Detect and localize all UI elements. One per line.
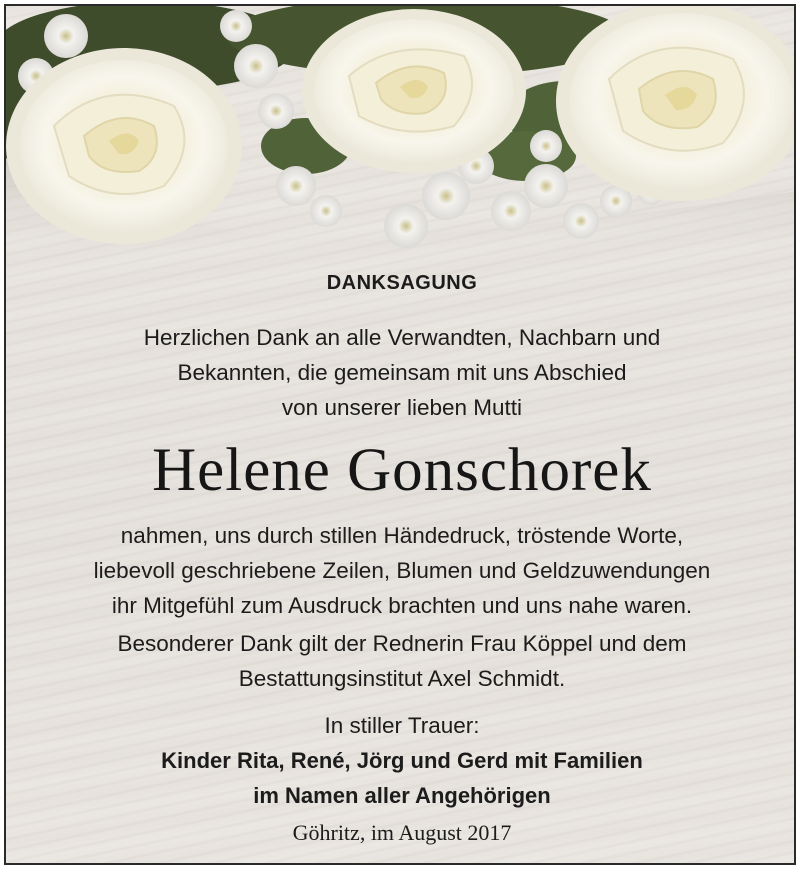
signers [6,743,796,813]
rose-right [556,6,796,201]
obituary-card [4,4,796,865]
intro-line: Bekannten, die gemeinsam mit uns Abschied [177,360,627,385]
notice-heading: DANKSAGUNG [326,272,478,294]
special-thanks-line: Besonderer Dank gilt der Rednerin Frau Köppel und dem [117,631,687,656]
body-line: nahmen, uns durch stillen Händedruck, tröstende Worte, [120,523,684,548]
intro-line: von unserer lieben Mutti [281,395,523,420]
body-line: liebevoll geschriebene Zeilen, Blumen und Geldzuwendungen [93,558,711,583]
signer-line: Kinder Rita, René, Jörg und Gerd mit Familien [161,748,643,773]
rose-left [6,48,242,244]
intro-line: Herzlichen Dank an alle Verwandten, Nachbarn und [143,325,661,350]
body-paragraph [6,518,796,623]
special-thanks-line: Bestattungsinstitut Axel Schmidt. [238,666,566,691]
rose-middle [302,9,526,173]
intro-paragraph [6,320,796,425]
deceased-name: Helene Gonschorek [152,437,652,504]
place-date: Göhritz, im August 2017 [292,820,512,845]
mourning-line: In stiller Trauer: [324,713,480,738]
white-roses-decoration [6,6,796,266]
signer-line: im Namen aller Angehörigen [253,783,551,808]
special-thanks-paragraph [6,626,796,696]
body-line: ihr Mitgefühl zum Ausdruck brachten und uns nahe waren. [111,593,693,618]
